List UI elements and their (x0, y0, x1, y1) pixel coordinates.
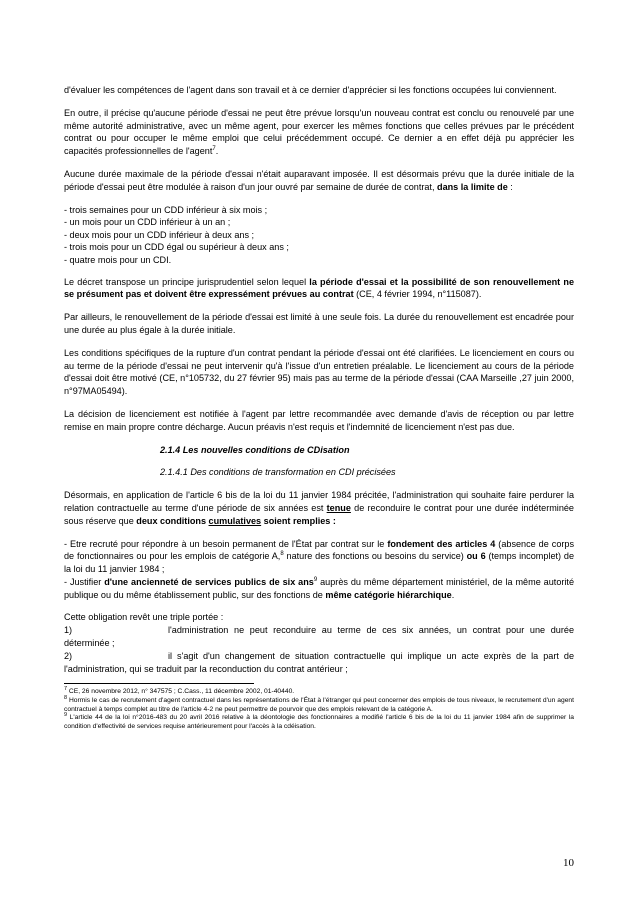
list-item: - un mois pour un CDD inférieur à un an ; (64, 217, 231, 228)
footnote-9: $^9$ L'article 44 de la loi n°2016-483 du 20 avril 2016 relative à la déontologie des fonctionnaires a modifié l'article 6 bis de la loi du 11 janvier 1984 afin de supprimer la condition d'effectivité de services requise antérieurement pour l'accès à la cdéisation. (64, 712, 574, 730)
page-number: 10 (563, 857, 574, 869)
footnote-ref-9[interactable]: 9 (313, 576, 318, 583)
list-item: - quatre mois pour un CDI. (64, 254, 172, 265)
list-item: - trois semaines pour un CDD inférieur à six mois ; (64, 204, 268, 215)
footnote-ref-8[interactable]: 8 (280, 551, 284, 558)
document-page (64, 84, 574, 731)
trial-duration-list (64, 204, 574, 267)
footnote-8: $^8$ Hormis le cas de recrutement d'agent contractuel dans les représentations de l'État à l'étranger qui peut concerner des emplois de tous niveaux, le recrutement d'un agent contractuel à temps complet au titre de l'article 4-2 ne peut permettre de pourvoir que des emplois relevant de la catégorie A. (64, 694, 574, 713)
paragraph-1: d'évaluer les compétences de l'agent dans son travail et à ce dernier d'apprécier si les fonctions occupées lui conviennent. (64, 85, 557, 95)
paragraph-5: Par ailleurs, le renouvellement de la période d'essai est limité à une seule fois. La durée du renouvellement est encadrée pour une durée au plus égale à la durée initiale. (64, 312, 574, 335)
list-item: - trois mois pour un CDD égal ou supérieur à deux ans ; (64, 242, 289, 253)
footnote-7: $^7$ CE, 26 novembre 2012, n° 347575 ; C.Cass., 11 décembre 2002, 01-40440. (64, 686, 295, 696)
numbered-item-2: 2) il s'agit d'un changement de situation contractuelle qui implique un acte exprès de la part de l'administration, qui se traduit par la reconduction du contrat antérieur ; (64, 650, 574, 674)
section-heading-2-1-4: 2.1.4 Les nouvelles conditions de CDisation (160, 444, 350, 455)
condition-1: - Etre recruté pour répondre à un besoin permanent de l'État par contrat sur le fondement des articles 4 (absence de corps de fonctionnaires ou pour les emplois de catégorie A,$^8$ nature des fonctions ou besoins du service) ou 6 (temps incomplet) de la loi du 11 janvier 1984 ; (64, 538, 575, 575)
paragraph-2: En outre, il précise qu'aucune période d'essai ne peut être prévue lorsqu'un nouveau contrat est conclu ou renouvelé par une même autorité administrative, avec un même agent, pour exercer les mêmes fonctions que celles prévues par le précédent contrat ou pour occuper le même emploi que celui précédemment occupé. Ce dernier a en effet déjà pu apprécier les capacités professionnelles de l'agent$^7$. (64, 107, 574, 157)
footnote-ref-7[interactable]: 7 (212, 146, 216, 153)
subsection-heading-2-1-4-1: 2.1.4.1 Des conditions de transformation en CDI précisées (160, 467, 396, 478)
condition-2: - Justifier d'une ancienneté de services publics de six ans$^9$ auprès du même département ministériel, de la même autorité publique ou du même établissement public, sur des fonctions de même catégorie hiérarchique. (64, 576, 575, 600)
footnote-separator (64, 683, 254, 684)
paragraph-3: Aucune durée maximale de la période d'essai n'était auparavant imposée. Il est désormais prévu que la durée initiale de la période d'essai peut être modulée à raison d'un jour ouvré par semaine de durée de contrat, dans la limite de : (64, 168, 574, 192)
paragraph-11: Cette obligation revêt une triple portée : (64, 612, 224, 623)
paragraph-4: Le décret transpose un principe jurisprudentiel selon lequel la période d'essai et la possibilité de son renouvellement ne se présument pas et doivent être expressément prévues au contrat (CE, 4 février 1994, n°115087). (64, 276, 574, 300)
list-item: - deux mois pour un CDD inférieur à deux ans ; (64, 229, 255, 240)
numbered-item-1: 1) l'administration ne peut reconduire au terme de ces six années, un contrat pour une durée déterminée ; (64, 625, 574, 649)
paragraph-6: Les conditions spécifiques de la rupture d'un contrat pendant la période d'essai ont été clarifiées. Le licenciement en cours ou au terme de la période d'essai ne peut intervenir qu'à l'issue d'un entretien préalable. Le licenciement au cours de la période d'essai doit être motivé (CE, n°105732, du 27 février 95) mais pas au terme de la période d'essai (CAA Marseille ,27 juin 2000, n°97MA05494). (64, 347, 574, 397)
paragraph-8: Désormais, en application de l'article 6 bis de la loi du 11 janvier 1984 précitée, l'administration qui souhaite faire perdurer la relation contractuelle au terme d'une période de six années est tenue de reconduire le contrat pour une durée indéterminée sous réserve que deux conditions cumulatives soient remplies : (64, 490, 574, 526)
paragraph-7: La décision de licenciement est notifiée à l'agent par lettre recommandée avec demande d'avis de réception ou par lettre remise en main propre contre décharge. Aucun préavis n'est requis et l'indemnité de licenciement n'est pas due. (64, 408, 574, 432)
